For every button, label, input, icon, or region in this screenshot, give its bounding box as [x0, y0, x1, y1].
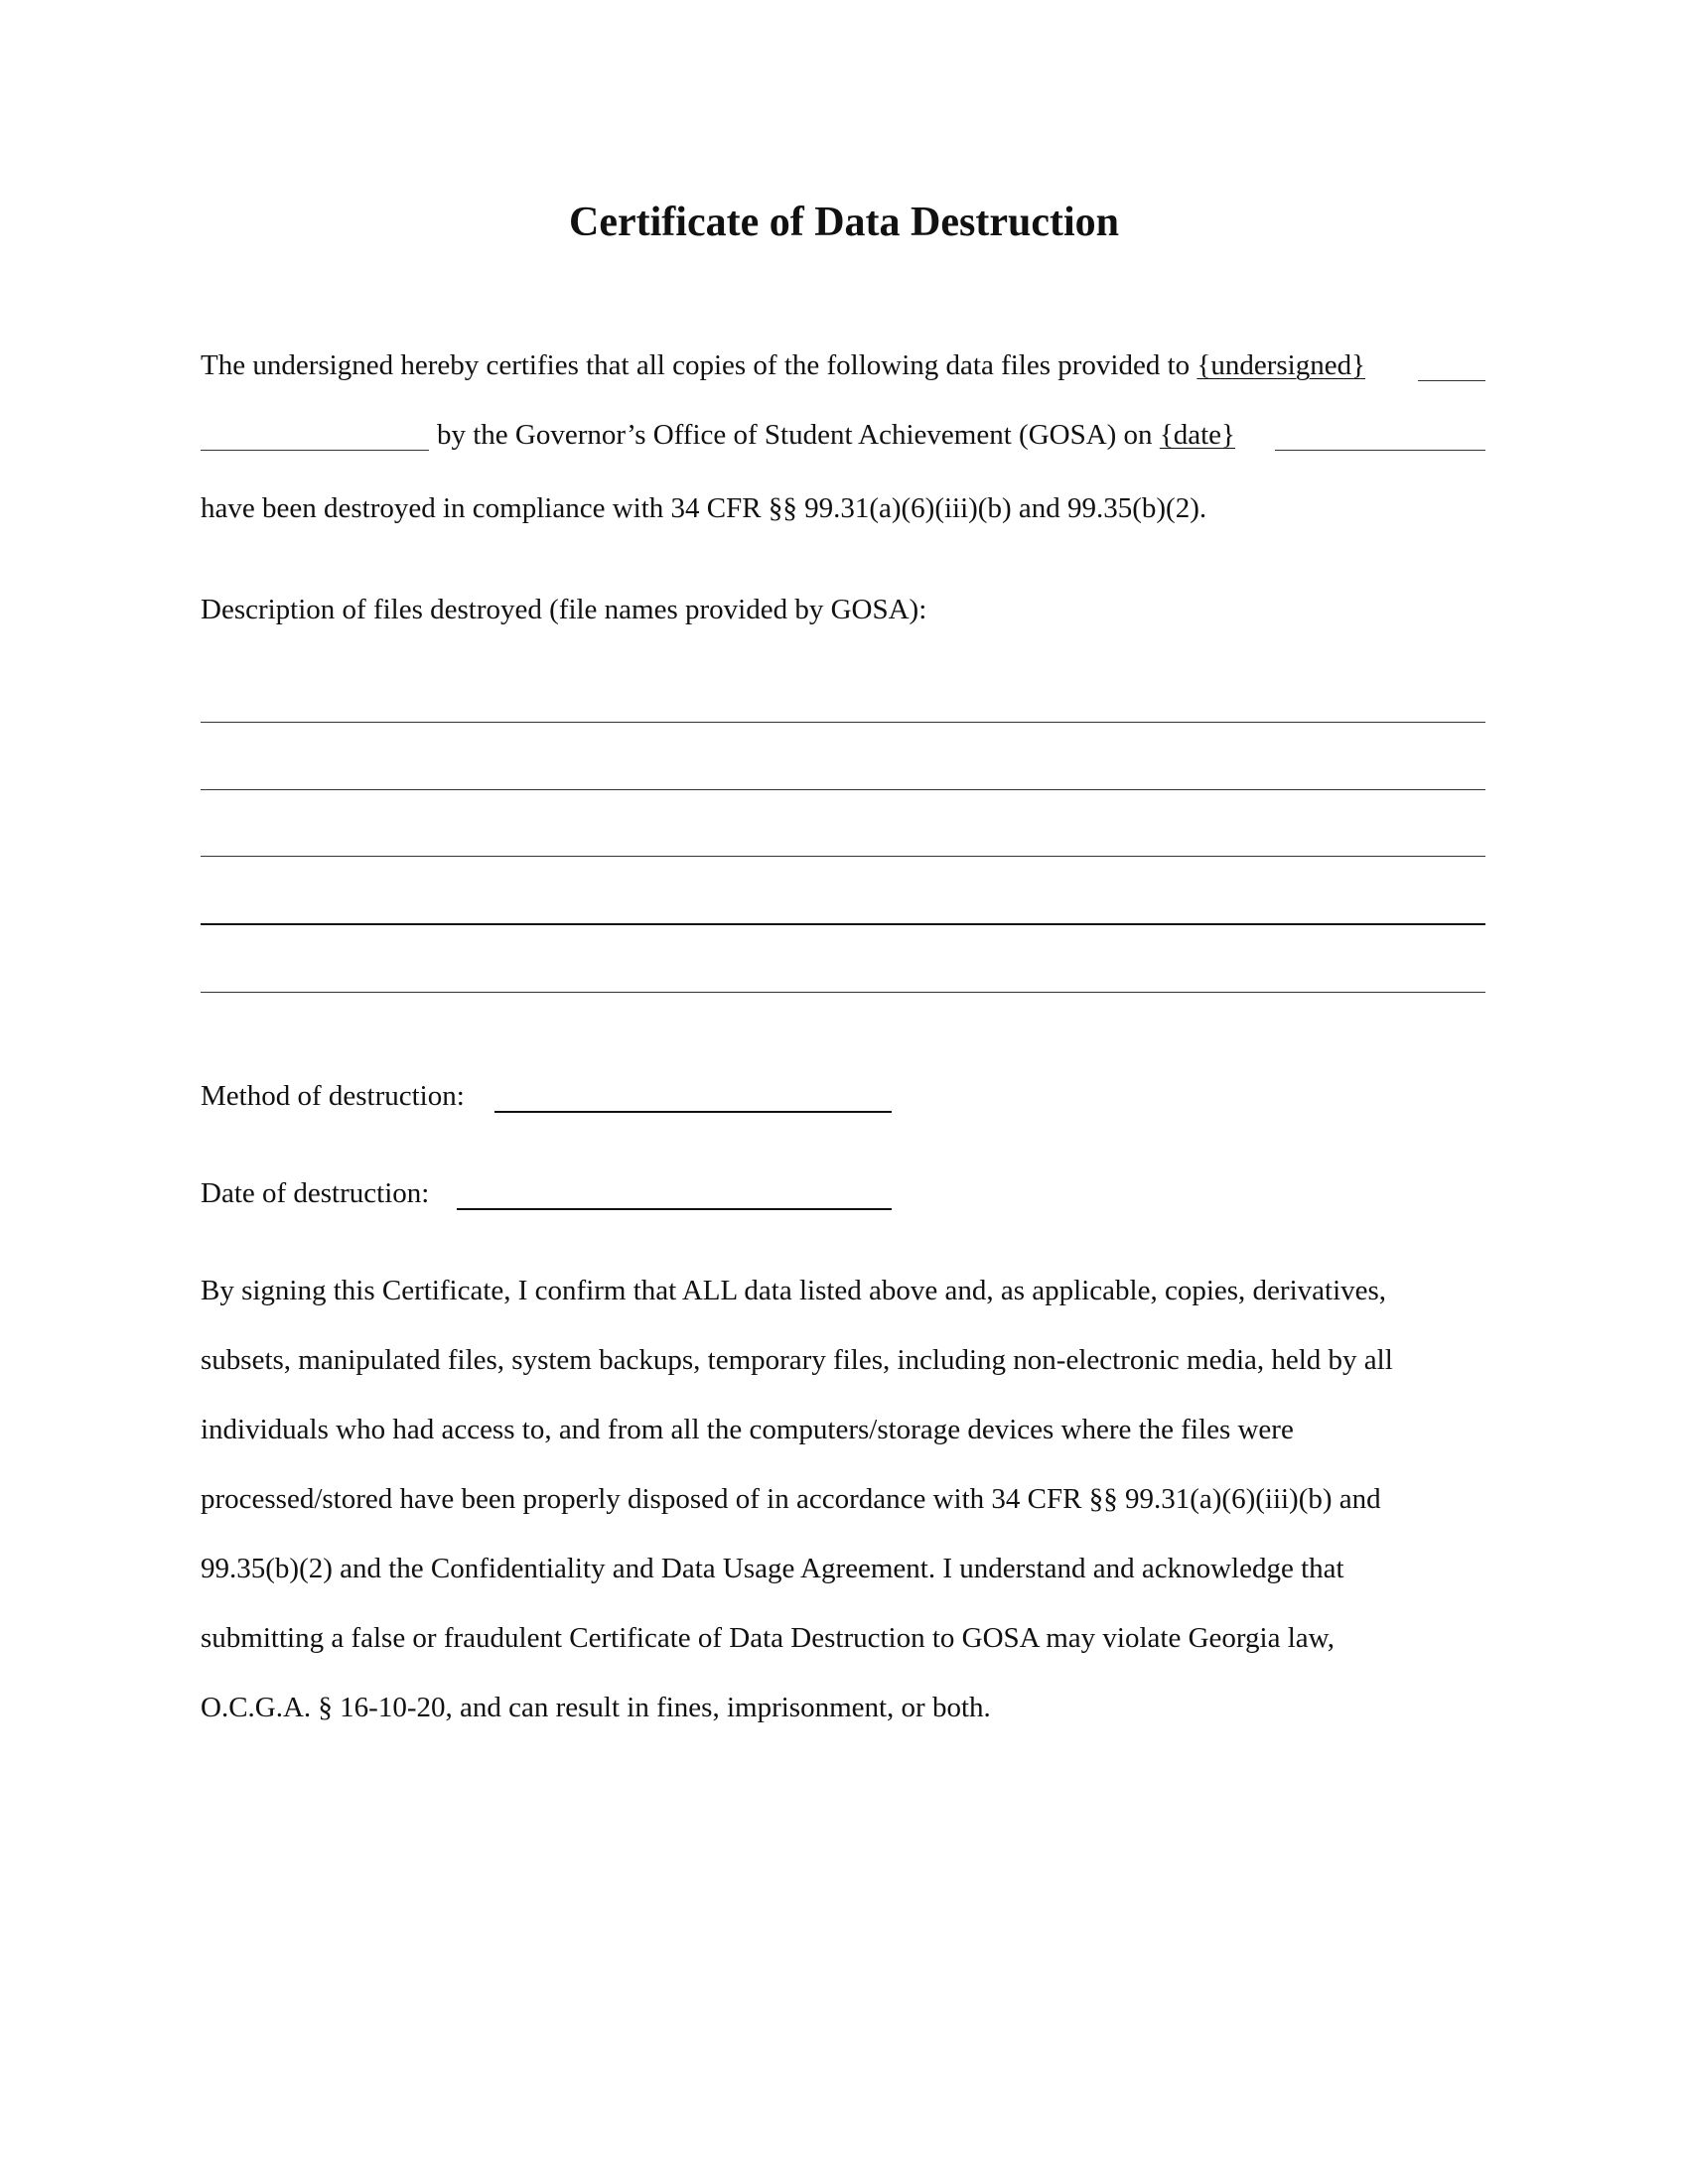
- date-of-destruction-label: Date of destruction:: [201, 1177, 430, 1209]
- file-entry-line-3[interactable]: [201, 856, 1485, 857]
- method-of-destruction-field[interactable]: [494, 1111, 892, 1113]
- confirmation-line: 99.35(b)(2) and the Confidentiality and Data Usage Agreement. I understand and acknowledge that: [201, 1553, 1344, 1584]
- certify-line-1: [201, 345, 1365, 385]
- date-field[interactable]: {date}: [1159, 419, 1235, 451]
- file-entry-line-1[interactable]: [201, 722, 1485, 723]
- confirmation-line: submitting a false or fraudulent Certificate of Data Destruction to GOSA may violate Georgia law,: [201, 1622, 1335, 1654]
- confirmation-line: O.C.G.A. § 16-10-20, and can result in fines, imprisonment, or both.: [201, 1692, 991, 1723]
- file-entry-line-2[interactable]: [201, 789, 1485, 790]
- confirmation-line: individuals who had access to, and from all the computers/storage devices where the files were: [201, 1414, 1294, 1445]
- confirmation-line: By signing this Certificate, I confirm that ALL data listed above and, as applicable, copies, derivatives,: [201, 1275, 1387, 1306]
- method-of-destruction-label: Method of destruction:: [201, 1080, 465, 1112]
- confirmation-line: processed/stored have been properly disposed of in accordance with 34 CFR §§ 99.31(a)(6)(iii)(b) and: [201, 1483, 1381, 1515]
- file-entry-line-4[interactable]: [201, 923, 1485, 925]
- certify-line-1-text: The undersigned hereby certifies that all copies of the following data files provided to: [201, 349, 1191, 381]
- undersigned-field[interactable]: {undersigned}: [1196, 349, 1365, 381]
- date-of-destruction-field[interactable]: [457, 1208, 892, 1210]
- files-description-label: Description of files destroyed (file names provided by GOSA):: [201, 594, 927, 625]
- certify-line-2: [437, 415, 1235, 455]
- undersigned-fill-line: [1418, 380, 1485, 381]
- certify-line-2-text: by the Governor’s Office of Student Achievement (GOSA) on: [437, 419, 1153, 451]
- certify-line-3: have been destroyed in compliance with 34 CFR §§ 99.31(a)(6)(iii)(b) and 99.35(b)(2).: [201, 492, 1207, 524]
- confirmation-line: subsets, manipulated files, system backups, temporary files, including non-electronic media, held by all: [201, 1344, 1393, 1376]
- date-fill-line: [1275, 450, 1485, 451]
- document-title: Certificate of Data Destruction: [569, 200, 1119, 245]
- undersigned-continuation-line: [201, 450, 429, 451]
- file-entry-line-5[interactable]: [201, 992, 1485, 993]
